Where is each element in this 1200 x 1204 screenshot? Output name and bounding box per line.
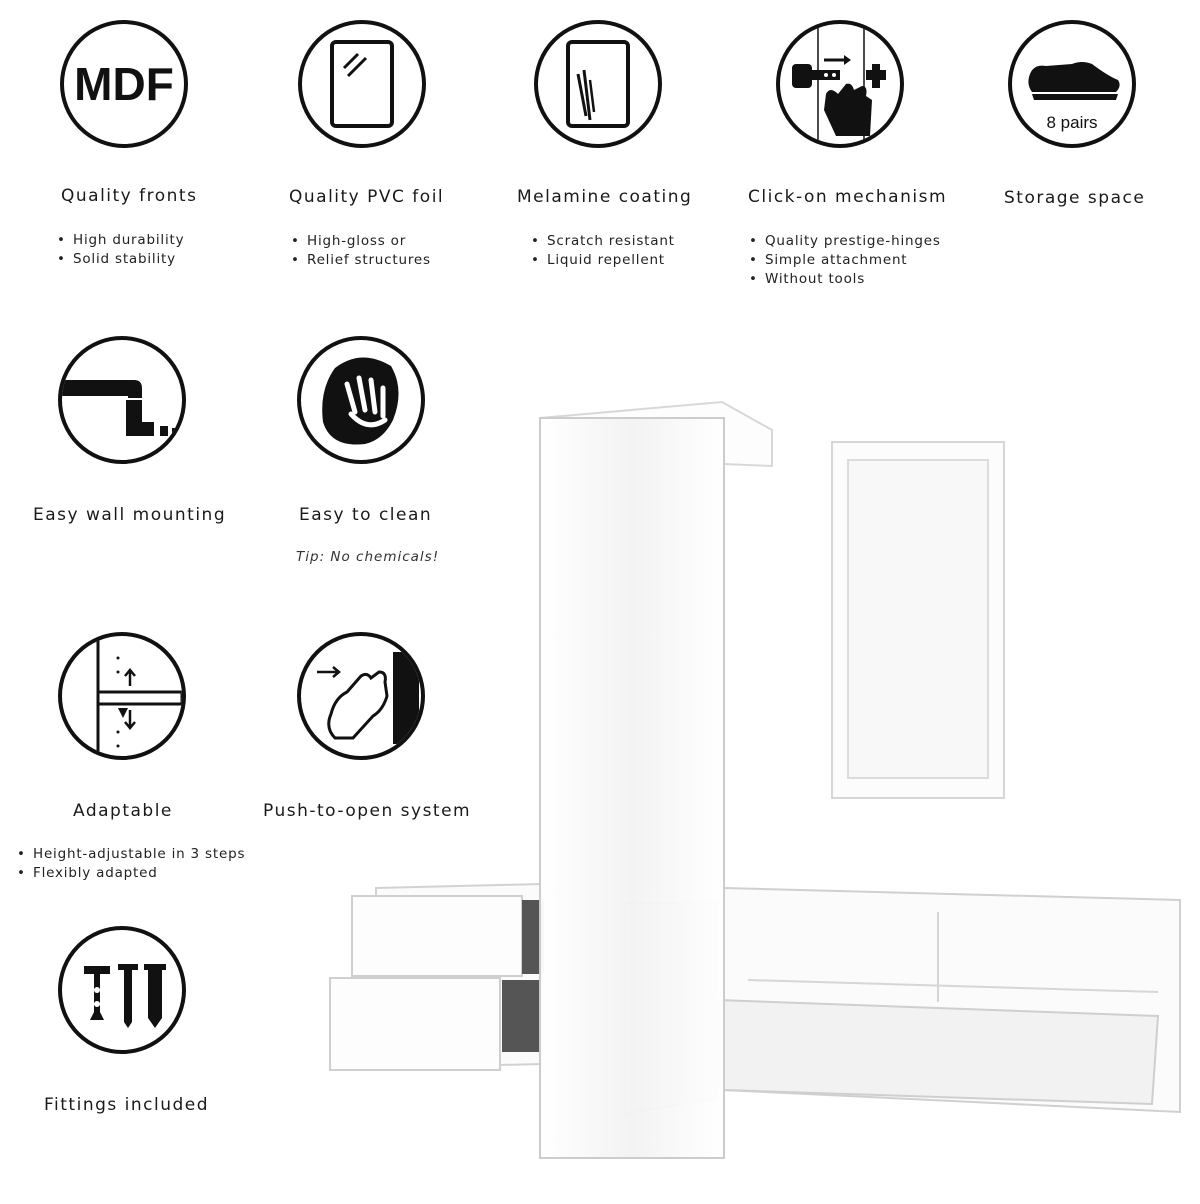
- pvc-foil-title: Quality PVC foil: [289, 187, 445, 207]
- shelf-adjust-icon: [58, 632, 186, 760]
- pvc-foil-icon: [298, 20, 426, 148]
- easy-clean-title: Easy to clean: [299, 505, 433, 525]
- push-to-open-title: Push-to-open system: [263, 801, 472, 821]
- list-item: • High-gloss or: [291, 232, 431, 251]
- click-on-bullets: [749, 232, 941, 289]
- adaptable-bullets: [17, 845, 245, 883]
- melamine-title: Melamine coating: [517, 187, 693, 207]
- adaptable-title: Adaptable: [73, 801, 173, 821]
- mdf-icon: [60, 20, 188, 148]
- wall-mount-icon: [58, 336, 186, 464]
- list-item: • Relief structures: [291, 251, 431, 270]
- click-on-title: Click-on mechanism: [748, 187, 948, 207]
- list-item: • Without tools: [749, 270, 941, 289]
- quality-fronts-bullets: [57, 231, 184, 269]
- melamine-bullets: [531, 232, 675, 270]
- fittings-title: Fittings included: [44, 1095, 210, 1115]
- fittings-icon: [58, 926, 186, 1054]
- list-item: • High durability: [57, 231, 184, 250]
- list-item: • Flexibly adapted: [17, 864, 245, 883]
- mdf-icon-text: MDF: [74, 58, 174, 110]
- hinge-icon: [776, 20, 904, 148]
- list-item: • Scratch resistant: [531, 232, 675, 251]
- furniture-image: [258, 300, 1200, 1200]
- list-item: • Solid stability: [57, 250, 184, 269]
- list-item: • Quality prestige-hinges: [749, 232, 941, 251]
- easy-clean-tip: Tip: No chemicals!: [296, 549, 440, 565]
- shoe-icon-text: 8 pairs: [1046, 113, 1098, 132]
- melamine-icon: [534, 20, 662, 148]
- pvc-foil-bullets: [291, 232, 431, 270]
- storage-title: Storage space: [1004, 188, 1146, 208]
- list-item: • Simple attachment: [749, 251, 941, 270]
- list-item: • Liquid repellent: [531, 251, 675, 270]
- list-item: • Height-adjustable in 3 steps: [17, 845, 245, 864]
- wall-mounting-title: Easy wall mounting: [33, 505, 227, 525]
- shoe-icon: [1008, 20, 1136, 148]
- quality-fronts-title: Quality fronts: [61, 186, 198, 206]
